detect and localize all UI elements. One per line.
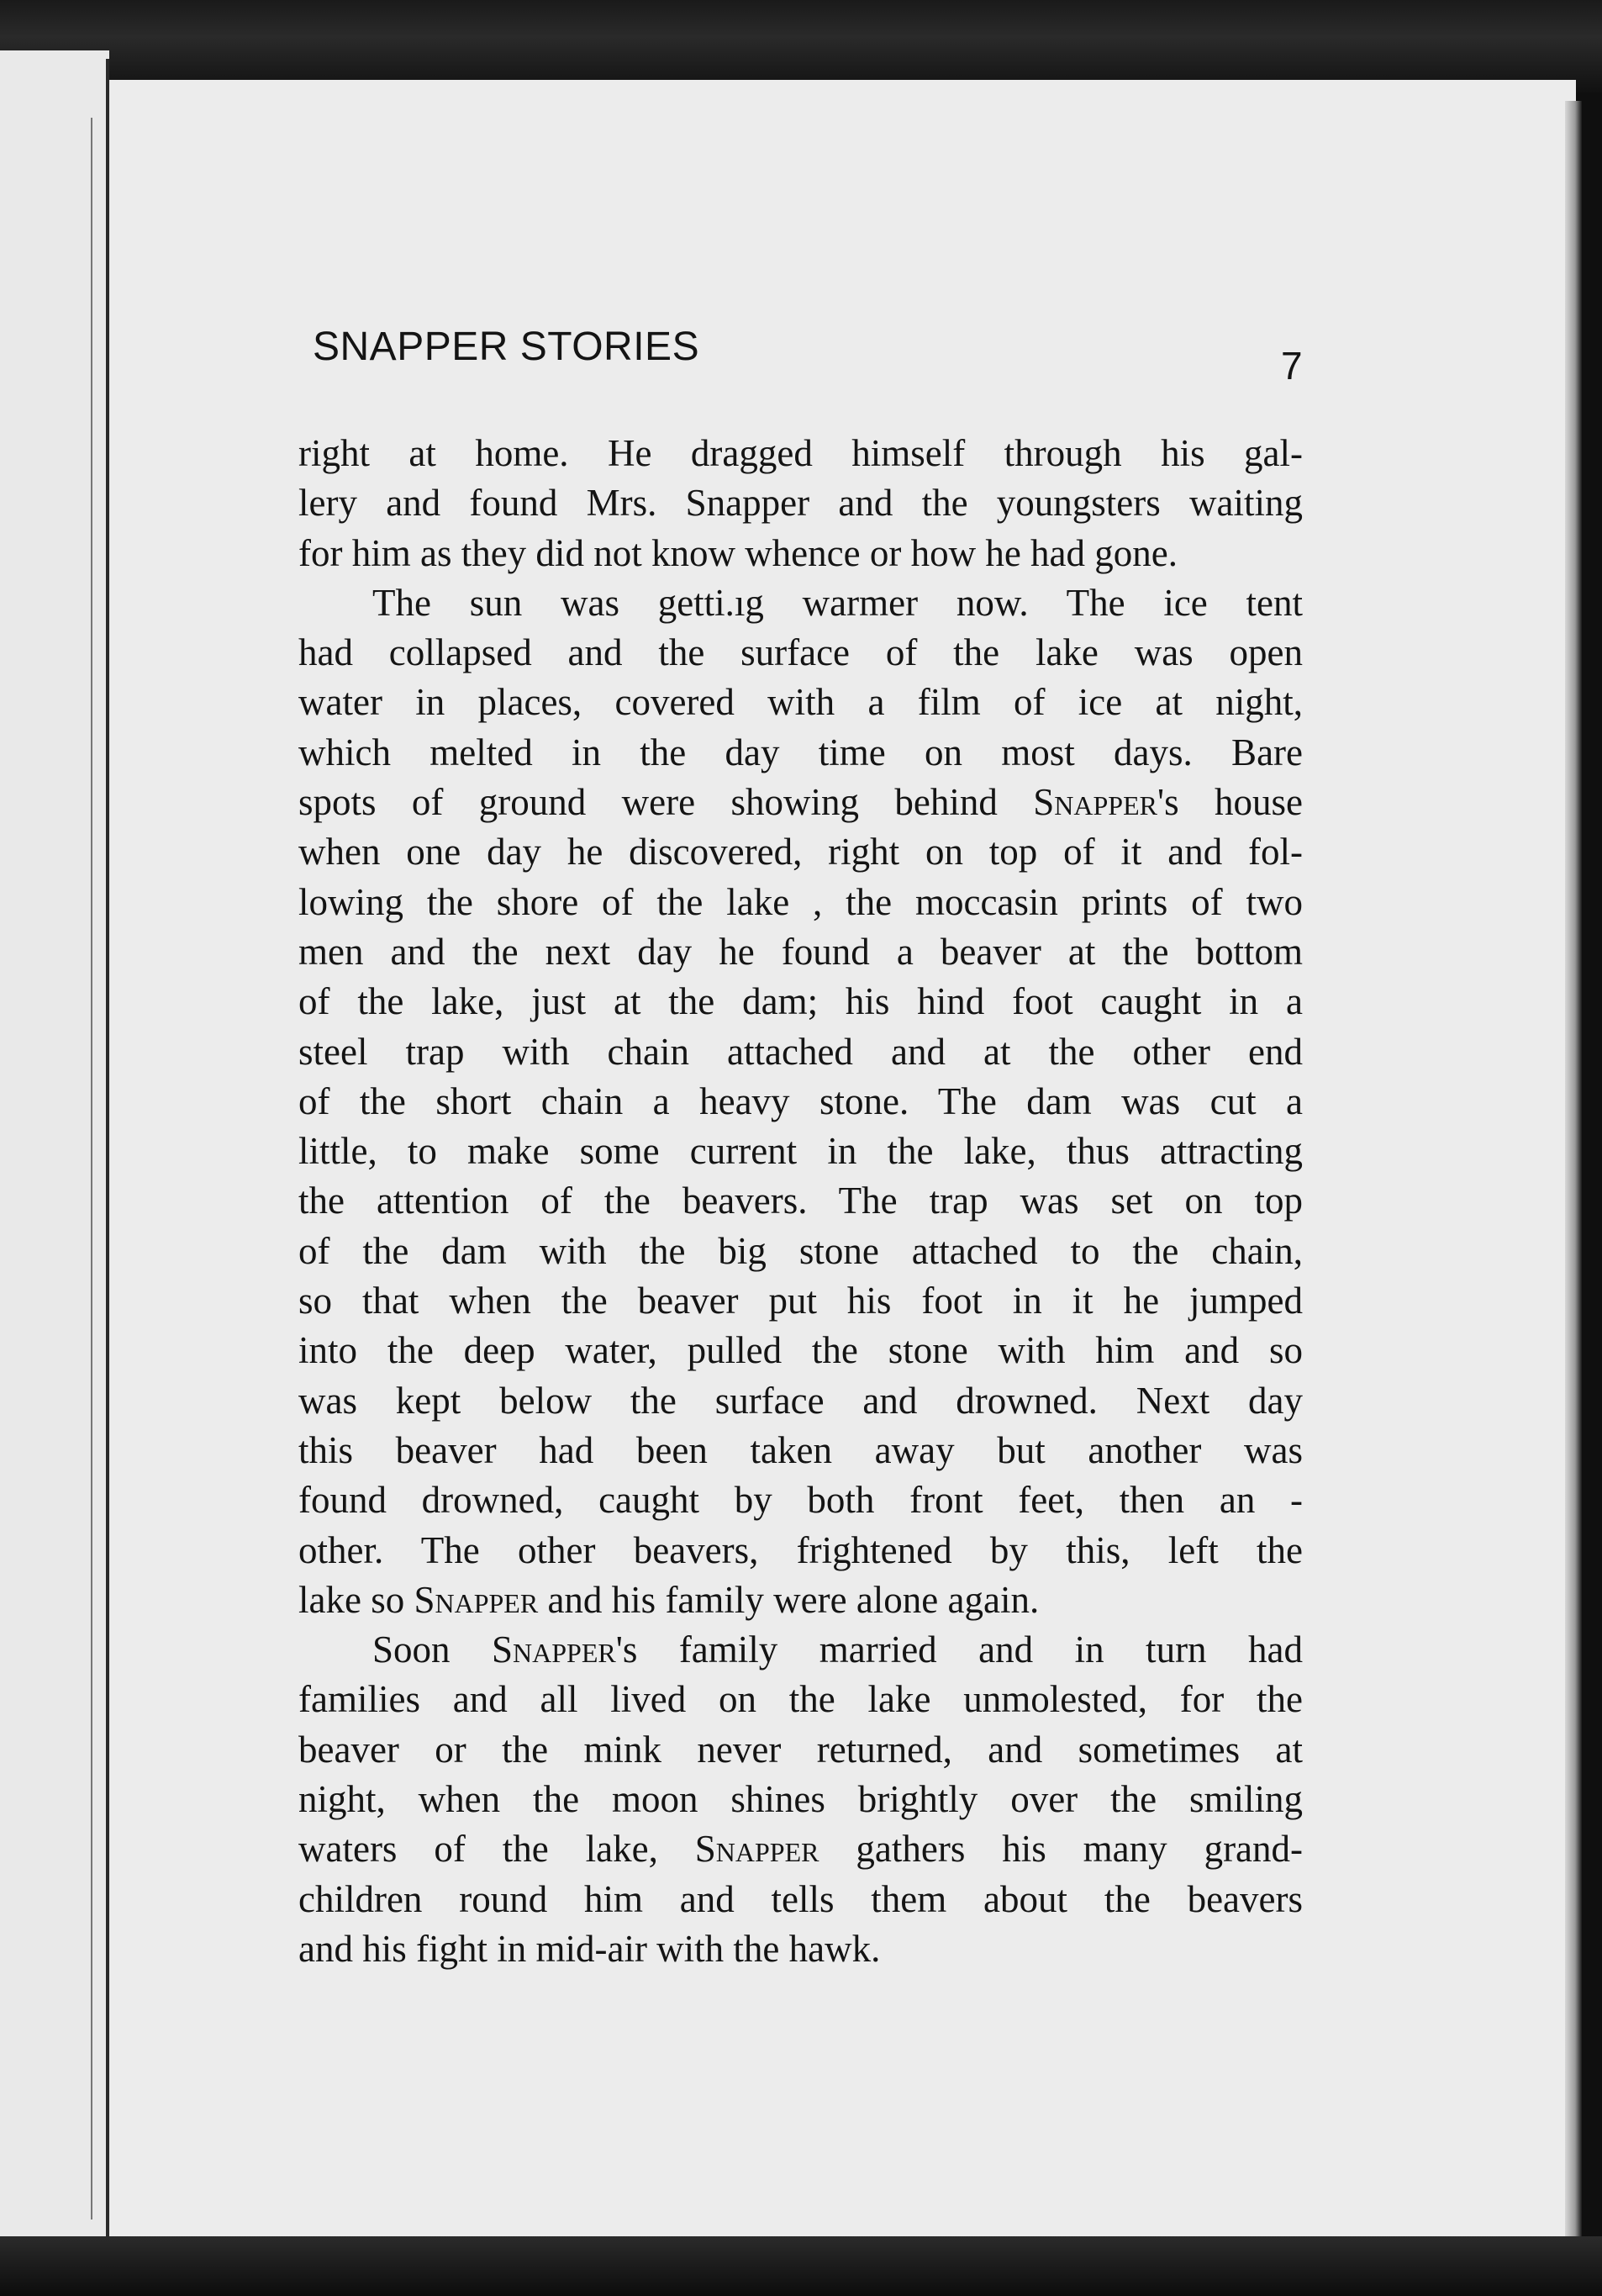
text-segment: and his family were alone again.: [547, 1578, 1040, 1621]
text-line: lowing the shore of the lake , the moccasin prints of two: [298, 880, 1303, 923]
character-name: Snapper: [694, 1828, 819, 1871]
text-line: of the lake, just at the dam; his hind foot caught in a: [298, 980, 1303, 1023]
text-line: little, to make some current in the lake, thus attracting: [298, 1130, 1303, 1173]
text-line: when one day he discovered, right on top of it and fol-: [298, 831, 1303, 874]
text-line: the attention of the beavers. The trap was set on top: [298, 1180, 1303, 1222]
text-line: beaver or the mink never returned, and sometimes at: [298, 1728, 1303, 1771]
text-line: right at home. He dragged himself through his gal-: [298, 432, 1303, 474]
text-line: [298, 1824, 1303, 1874]
text-line: for him as they did not know whence or how he had gone.: [298, 531, 1178, 574]
text-line: other. The other beavers, frightened by this, left the: [298, 1528, 1303, 1571]
text-segment: lake so: [298, 1578, 405, 1621]
body-text: [298, 429, 1303, 1974]
running-head: SNAPPER STORIES: [313, 325, 700, 369]
text-segment: Soon: [372, 1628, 451, 1671]
text-line: was kept below the surface and drowned. Next day: [298, 1379, 1303, 1422]
text-segment: waters of the lake,: [298, 1828, 658, 1871]
page-right-edge: [1565, 101, 1582, 2253]
text-line: The sun was getti.ıg warmer now. The ice tent: [372, 581, 1303, 624]
text-line: night, when the moon shines brightly over the smiling: [298, 1778, 1303, 1821]
text-line: lery and found Mrs. Snapper and the youngsters waiting: [298, 482, 1303, 525]
text-line: children round him and tells them about the beavers: [298, 1877, 1303, 1920]
text-line: found drowned, caught by both front feet, then an -: [298, 1479, 1303, 1522]
scan-bottom-border: [0, 2236, 1602, 2296]
text-line: [298, 1625, 1303, 1675]
text-line: families and all lived on the lake unmolested, for the: [298, 1678, 1303, 1721]
text-segment: gathers his many grand-: [856, 1828, 1304, 1871]
text-segment: spots of ground were showing behind: [298, 781, 998, 824]
text-line: of the dam with the big stone attached to the chain,: [298, 1229, 1303, 1272]
page-number: 7: [1281, 344, 1303, 388]
text-line: men and the next day he found a beaver at the bottom: [298, 930, 1303, 973]
facing-page-edge: [0, 50, 109, 2253]
text-line: [298, 778, 1303, 827]
character-name: Snapper: [1033, 781, 1157, 824]
gutter-shadow: [91, 118, 92, 2219]
text-line: of the short chain a heavy stone. The dam was cut a: [298, 1079, 1303, 1122]
text-line: [298, 1576, 1303, 1625]
scan-top-border: [0, 0, 1602, 92]
text-line: steel trap with chain attached and at the other end: [298, 1030, 1303, 1073]
text-line: and his fight in mid-air with the hawk.: [298, 1927, 881, 1970]
text-segment: 's family married and in turn had: [615, 1628, 1303, 1671]
text-line: water in places, covered with a film of ice at night,: [298, 681, 1303, 724]
text-segment: 's house: [1157, 781, 1303, 824]
text-line: this beaver had been taken away but another was: [298, 1428, 1303, 1471]
character-name: Snapper: [414, 1578, 539, 1621]
text-line: into the deep water, pulled the stone with him and so: [298, 1329, 1303, 1372]
text-line: so that when the beaver put his foot in it he jumped: [298, 1280, 1303, 1322]
character-name: Snapper: [492, 1628, 616, 1671]
text-line: which melted in the day time on most days. Bare: [298, 731, 1303, 773]
text-line: had collapsed and the surface of the lake was open: [298, 631, 1303, 674]
